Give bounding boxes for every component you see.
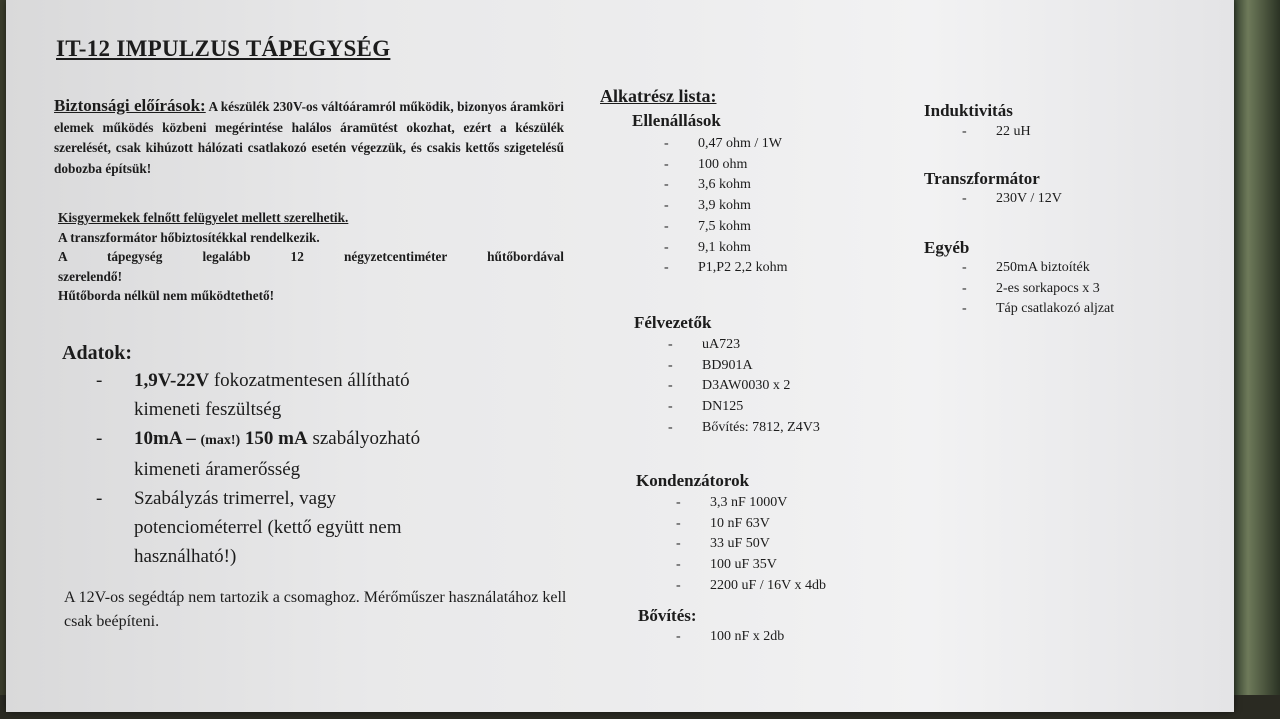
list-item: - 2200 uF / 16V x 4db xyxy=(676,577,827,593)
other-heading: Egyéb xyxy=(924,238,970,257)
warnings-block xyxy=(58,208,564,306)
voltage-desc-line2: kimeneti feszültség xyxy=(134,399,282,420)
expansion-list xyxy=(676,627,784,648)
list-item: - 250mA biztoíték xyxy=(962,260,1090,275)
list-item: - D3AW0030 x 2 xyxy=(668,378,791,394)
adatok-item-voltage xyxy=(96,366,576,424)
list-item: - 22 uH xyxy=(962,124,1031,139)
list-item: - 9,1 kohm xyxy=(664,239,751,255)
list-item: - 2-es sorkapocs x 3 xyxy=(962,280,1100,296)
safety-text: A készülék 230V-os váltóáramról működik, bizonyos áramköri elemek működés közbeni megérintése halálos áramütést okozhat, ezért a készülék szerelését, csak kihúzott hálózati csatlakozó esetén végezzük, és csakis kettős szigetelésű dobozba építsük! xyxy=(54,99,564,176)
list-item: - 230V / 12V xyxy=(962,191,1062,206)
resistors-heading: Ellenállások xyxy=(632,111,721,130)
voltage-desc: fokozatmentesen állítható xyxy=(209,370,410,391)
current-max-note: (max!) xyxy=(200,433,241,448)
capacitors-heading: Kondenzátorok xyxy=(636,471,750,490)
current-desc: szabályozható xyxy=(307,428,421,449)
adatok-item-current xyxy=(96,424,576,484)
safety-heading: Biztonsági előírások: xyxy=(54,96,206,115)
dash: - xyxy=(96,370,103,391)
warning-heatsink-line2: szerelendő! xyxy=(58,268,123,284)
auxiliary-supply-note: A 12V-os segédtáp nem tartozik a csomaghoz. Mérőműszer használatához kell csak beépíteni. xyxy=(64,589,567,630)
list-item: - 33 uF 50V xyxy=(676,536,770,552)
warning-heatsink-line1: A tápegység legalább 12 négyzetcentiméter hűtőbordával xyxy=(58,249,564,264)
dash: - xyxy=(96,428,103,449)
list-item: - Táp csatlakozó aljzat xyxy=(962,301,1115,317)
list-item: - uA723 xyxy=(668,337,741,352)
list-item: - 100 uF 35V xyxy=(676,557,777,573)
inductance-heading: Induktivitás xyxy=(924,101,1013,120)
current-max: 150 mA xyxy=(240,428,308,449)
semiconductors-list xyxy=(668,335,820,439)
safety-paragraph xyxy=(54,96,564,179)
adatok-heading: Adatok: xyxy=(62,342,133,364)
parts-list-heading: Alkatrész lista: xyxy=(600,86,717,106)
adatok-item-regulation xyxy=(96,484,576,571)
list-item: - 100 ohm xyxy=(664,156,748,172)
transformer-list xyxy=(962,189,1062,210)
capacitors-list xyxy=(676,493,826,597)
list-item: - 7,5 kohm xyxy=(664,218,751,234)
list-item: - DN125 xyxy=(668,399,744,415)
resistors-list xyxy=(664,134,787,279)
list-item: - 3,3 nF 1000V xyxy=(676,495,788,510)
list-item: - 3,9 kohm xyxy=(664,198,751,214)
dash: - xyxy=(96,488,103,509)
other-list xyxy=(962,258,1114,320)
list-item: - 0,47 ohm / 1W xyxy=(664,136,782,151)
regulation-line3: használható!) xyxy=(134,546,237,567)
expansion-heading: Bővítés: xyxy=(638,606,697,625)
list-item: - BD901A xyxy=(668,357,753,373)
list-item: - 3,6 kohm xyxy=(664,177,751,193)
current-desc-line2: kimeneti áramerősség xyxy=(134,459,301,480)
regulation-line1: Szabályzás trimerrel, vagy xyxy=(134,488,337,509)
semiconductors-heading: Félvezetők xyxy=(634,313,712,332)
current-min: 10mA – xyxy=(134,428,201,449)
document-title: IT-12 IMPULZUS TÁPEGYSÉG xyxy=(56,36,391,61)
adatok-list xyxy=(96,366,576,571)
list-item: - Bővítés: 7812, Z4V3 xyxy=(668,419,820,435)
warning-fuse: A transzformátor hőbiztosítékkal rendelkezik. xyxy=(58,229,320,245)
list-item: - P1,P2 2,2 kohm xyxy=(664,260,788,276)
paper-sheet xyxy=(6,0,1234,712)
regulation-line2: potenciométerrel (kettő együtt nem xyxy=(134,517,402,538)
transformer-heading: Transzformátor xyxy=(924,169,1040,188)
warning-kids: Kisgyermekek felnőtt felügyelet mellett szerelhetik. xyxy=(58,210,349,225)
list-item: - 10 nF 63V xyxy=(676,515,770,531)
inductance-list xyxy=(962,122,1031,143)
list-item: - 100 nF x 2db xyxy=(676,629,785,644)
voltage-range: 1,9V-22V xyxy=(134,370,210,391)
warning-no-heatsink: Hűtőborda nélkül nem működtethető! xyxy=(58,288,275,303)
